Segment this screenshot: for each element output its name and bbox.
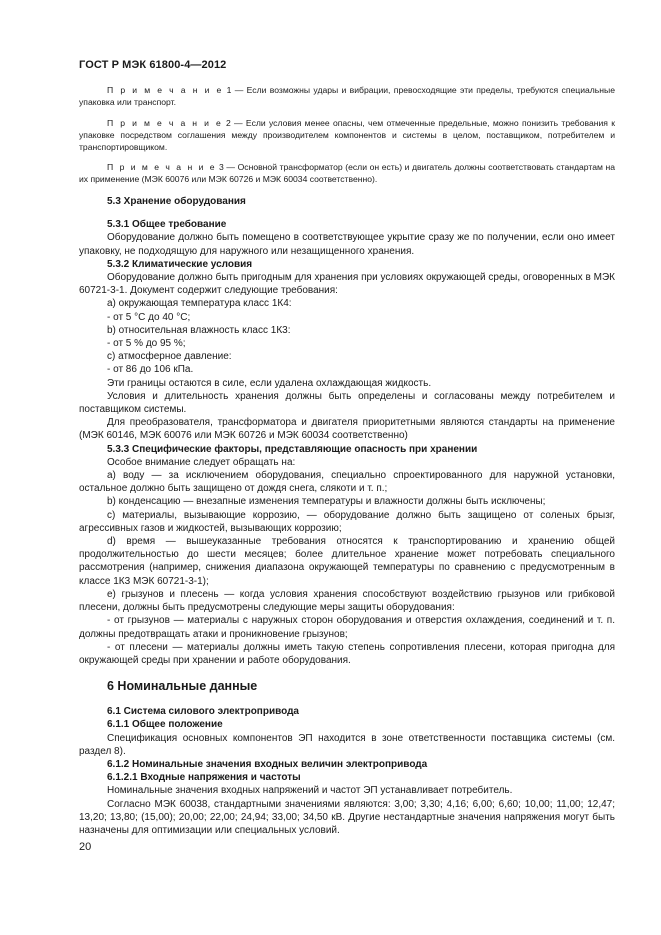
section-5-3-3-heading: 5.3.3 Специфические факторы, представляющие опасность при хранении <box>107 443 478 455</box>
section-5-3-heading: 5.3 Хранение оборудования <box>107 196 246 207</box>
section-6-heading: 6 Номинальные данные <box>107 679 258 694</box>
note-1: П р и м е ч а н и е 1 — Если возможны удары и вибрации, превосходящие эти пределы, требуются специальные упаковка или транспорт. <box>79 85 615 107</box>
list-item: е) грызунов и плесень — когда условия хранения способствуют воздействию грызунов или грибковой плесени, должны быть предусмотрены следующие меры защиты оборудования: <box>79 588 615 614</box>
section-5-3-2-heading: 5.3.2 Климатические условия <box>107 258 253 270</box>
list-item: - от 86 до 106 кПа. <box>107 364 194 376</box>
paragraph: Спецификация основных компонентов ЭП находится в зоне ответственности поставщика системы (см. раздел 8). <box>79 732 615 757</box>
paragraph: Эти границы остаются в силе, если удалена охлаждающая жидкость. <box>107 377 432 389</box>
page-number: 20 <box>79 841 92 853</box>
list-item: а) окружающая температура класс 1К4: <box>107 298 292 310</box>
page-content <box>79 84 615 837</box>
paragraph: Номинальные значения входных напряжений и частот ЭП устанавливает потребитель. <box>107 785 513 797</box>
paragraph: Оборудование должно быть помещено в соответствующее укрытие сразу же по получении, если оно имеет упаковку, не подходящую для наружного или незащищенного хранения. <box>79 232 615 257</box>
section-6-1-2-1-heading: 6.1.2.1 Входные напряжения и частоты <box>107 772 301 784</box>
list-item: b) конденсацию — внезапные изменения температуры и влажности должны быть исключены; <box>107 496 546 508</box>
section-6-1-2-heading: 6.1.2 Номинальные значения входных величин электропривода <box>107 758 428 770</box>
paragraph: Особое внимание следует обращать на: <box>107 456 296 468</box>
note-3: П р и м е ч а н и е 3 — Основной трансформатор (если он есть) и двигатель должны соответствовать стандартам на их применение (МЭК 60076 или МЭК 60726 и МЭК 60034 соответственно). <box>79 162 615 184</box>
list-item: - от 5 % до 95 %; <box>107 338 186 350</box>
note-2: П р и м е ч а н и е 2 — Если условия менее опасны, чем отмеченные предельные, можно понизить требования к упаковке посредством соглашения между производителем компонентов и системы в целом, поставщиком, потребителем и транспортировщиком. <box>79 117 615 152</box>
paragraph: Оборудование должно быть пригодным для хранения при условиях окружающей среды, оговоренных в МЭК 60721-3-1. Документ содержит следующие требования: <box>79 272 615 297</box>
list-item: а) воду — за исключением оборудования, специально спроектированного для наружной установки, остальное должно быть защищено от дождя снега, слякоти и т. п.; <box>79 470 615 495</box>
list-item: b) относительная влажность класс 1К3: <box>107 324 291 336</box>
paragraph: Согласно МЭК 60038, стандартными значениями являются: 3,00; 3,30; 4,16; 6,00; 6,60; 10,00; 11,00; 12,47; 13,20; 13,80; (15,00); 20,00; 22,00; 24,94; 33,00; 34,50 кВ. Другие нестандартные значения напряжения могут быть назначены для оптимизации или специальных условий. <box>79 798 615 836</box>
list-item: - от 5 °C до 40 °C; <box>107 311 191 323</box>
list-item: d) время — вышеуказанные требования относятся к транспортированию и хранению общей продолжительностью до шести месяцев; более длительное хранение может потребовать специального рассмотрения (например, снижения диапазона окружающей температуры по сравнению с предусмотренным в классе 1К3 МЭК 60721-3-1); <box>79 536 615 587</box>
list-item: - от плесени — материалы должны иметь такую степень сопротивления плесени, которая пригодна для окружающей среды при хранении и работе оборудования. <box>79 641 615 666</box>
section-6-1-1-heading: 6.1.1 Общее положение <box>107 719 223 731</box>
section-5-3-1-heading: 5.3.1 Общее требование <box>107 219 227 231</box>
paragraph: Для преобразователя, трансформатора и двигателя приоритетными являются стандарты на применение (МЭК 60146, МЭК 60076 или МЭК 60726 и МЭК 60034 соответственно) <box>79 417 615 442</box>
section-6-1-heading: 6.1 Система силового электропривода <box>107 706 299 718</box>
list-item: с) материалы, вызывающие коррозию, — оборудование должно быть защищено от соленых брызг, агрессивных газов и жидкостей, вызывающих коррозию; <box>79 509 615 534</box>
list-item: - от грызунов — материалы с наружных сторон оборудования и отверстия охлаждения, соединений и т. п. должны предотвращать атаки и проникновение грызунов; <box>79 615 615 640</box>
standard-header: ГОСТ Р МЭК 61800-4—2012 <box>79 59 227 71</box>
paragraph: Условия и длительность хранения должны быть определены и согласованы между потребителем и поставщиком системы. <box>79 390 615 416</box>
list-item: с) атмосферное давление: <box>107 351 232 363</box>
